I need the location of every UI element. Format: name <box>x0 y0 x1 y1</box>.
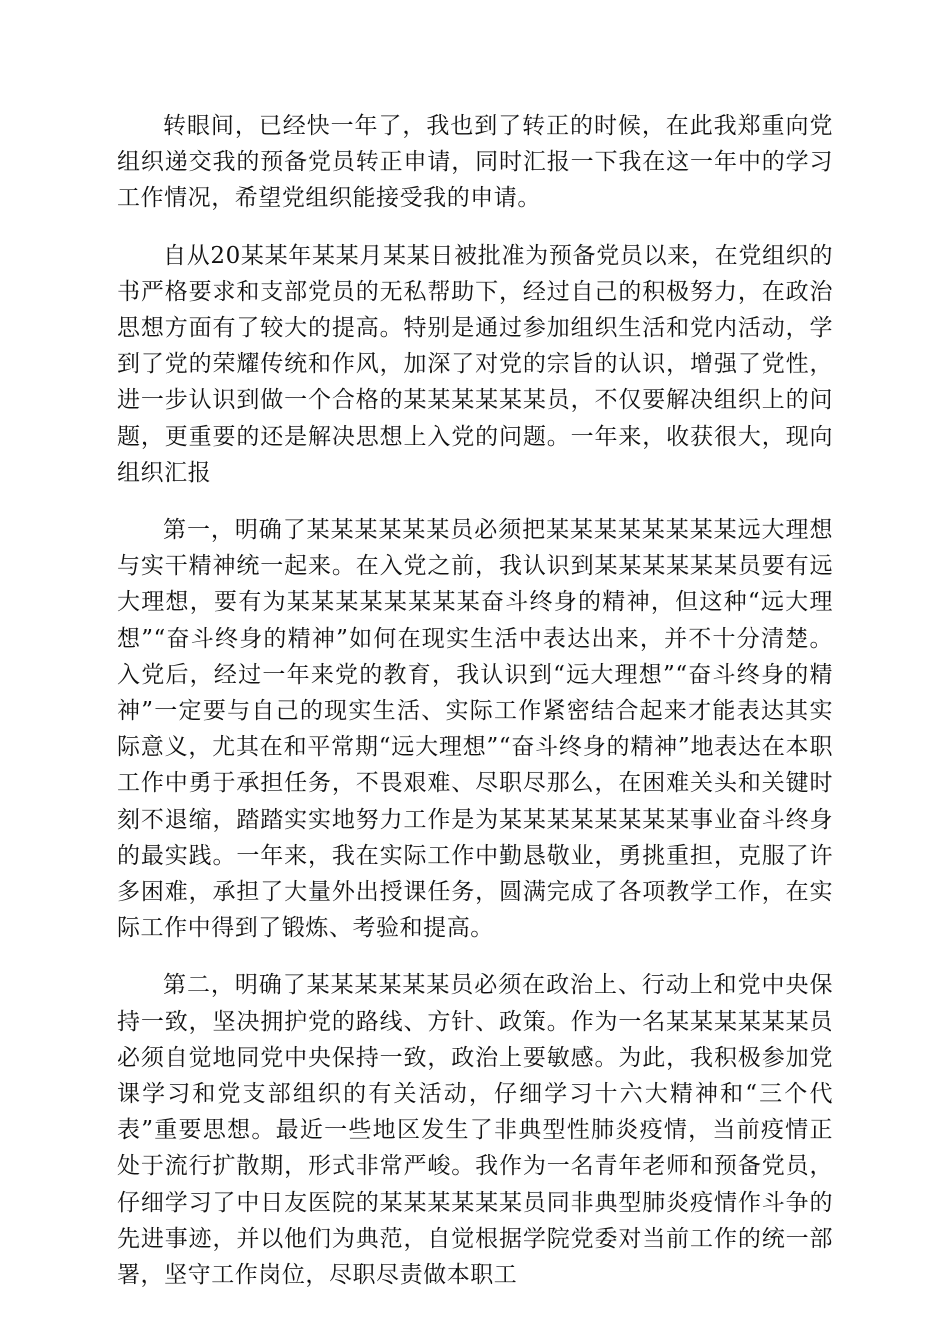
document-body <box>117 108 833 1293</box>
paragraph-since-approval: 自从20某某年某某月某某日被批准为预备党员以来，在党组织的书严格要求和支部党员的无私帮助下，经过自己的积极努力，在政治思想方面有了较大的提高。特别是通过参加组织生活和党内活动，学到了党的荣耀传统和作风，加深了对党的宗旨的认识，增强了党性，进一步认识到做一个合格的某某某某某某员，不仅要解决组织上的问题，更重要的还是解决思想上入党的问题。一年来，收获很大，现向组织汇报 <box>117 242 833 486</box>
paragraph-intro: 转眼间，已经快一年了，我也到了转正的时候，在此我郑重向党组织递交我的预备党员转正申请，同时汇报一下我在这一年中的学习工作情况，希望党组织能接受我的申请。 <box>117 113 833 212</box>
paragraph-second-point: 第二，明确了某某某某某某员必须在政治上、行动上和党中央保持一致，坚决拥护党的路线、方针、政策。作为一名某某某某某某员必须自觉地同党中央保持一致，政治上要敏感。为此，我积极参加党课学习和党支部组织的有关活动，仔细学习十六大精神和“三个代表”重要思想。最近一些地区发生了非典型性肺炎疫情，当前疫情正处于流行扩散期，形式非常严峻。我作为一名青年老师和预备党员，仔细学习了中日友医院的某某某某某某员同非典型肺炎疫情作斗争的先进事迹，并以他们为典范，自觉根据学院党委对当前工作的统一部署，坚守工作岗位，尽职尽责做本职工 <box>117 972 833 1289</box>
paragraph-first-point: 第一，明确了某某某某某某员必须把某某某某某某某某远大理想与实干精神统一起来。在入党之前，我认识到某某某某某某员要有远大理想，要有为某某某某某某某某奋斗终身的精神，但这种“远大理想”“奋斗终身的精神”如何在现实生活中表达出来，并不十分清楚。入党后，经过一年来党的教育，我认识到“远大理想”“奋斗终身的精神”一定要与自己的现实生活、实际工作紧密结合起来才能表达其实际意义，尤其在和平常期“远大理想”“奋斗终身的精神”地表达在本职工作中勇于承担任务，不畏艰难、尽职尽那么，在困难关头和关键时刻不退缩，踏踏实实地努力工作是为某某某某某某某某事业奋斗终身的最实践。一年来，我在实际工作中勤恳敬业，勇挑重担，克服了许多困难，承担了大量外出授课任务，圆满完成了各项教学工作，在实际工作中得到了锻炼、考验和提高。 <box>117 517 833 942</box>
